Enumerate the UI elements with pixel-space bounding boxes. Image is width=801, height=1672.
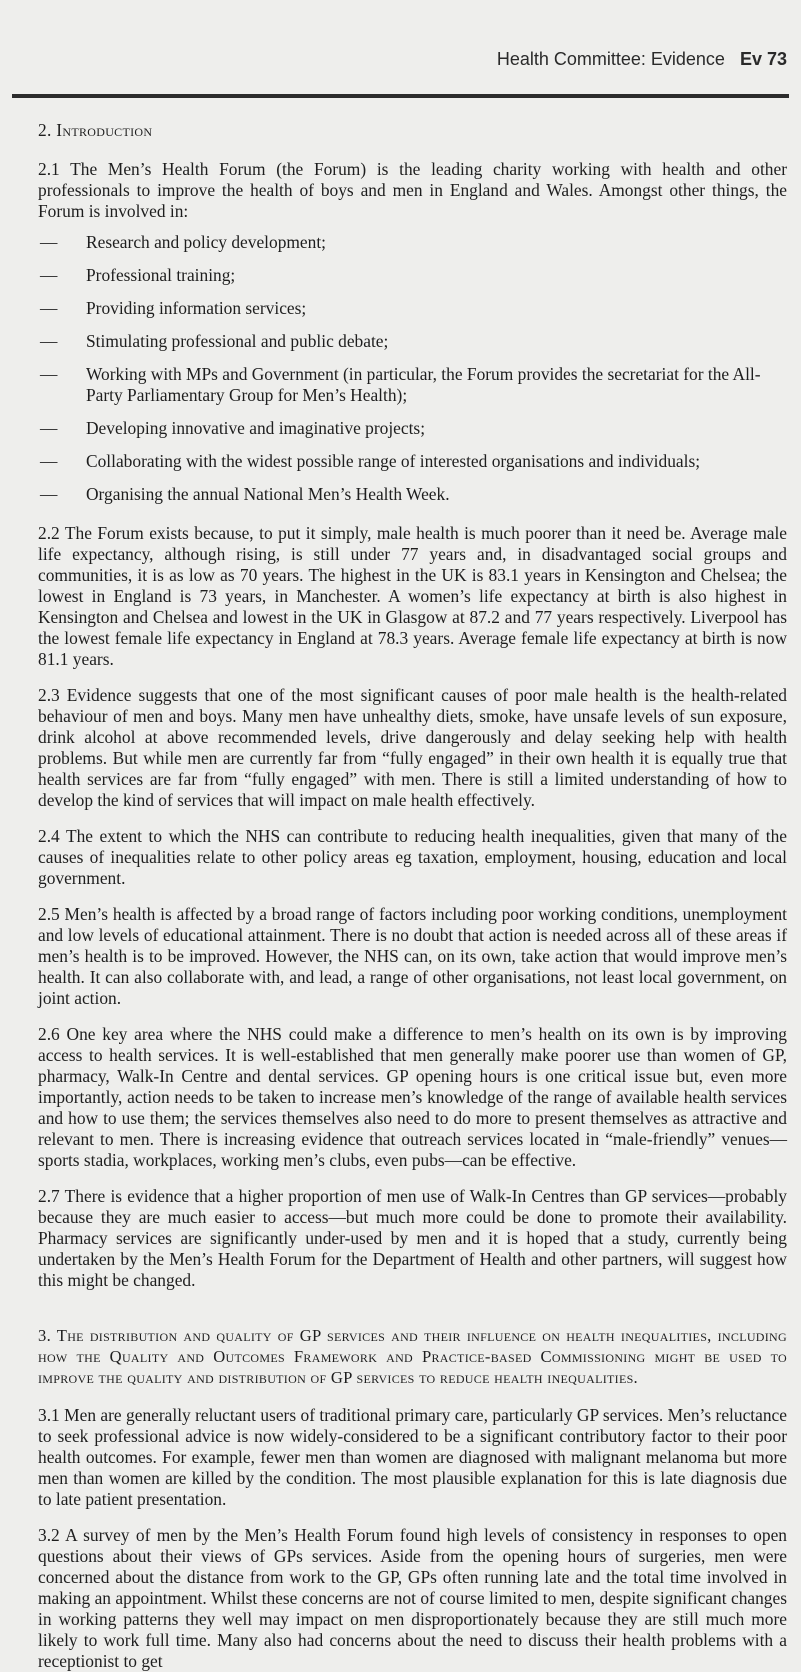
- page-body: [38, 120, 787, 1672]
- list-item-text: Collaborating with the widest possible range of interested organisations and individuals;: [86, 451, 701, 471]
- list-item: [38, 331, 787, 352]
- list-item-text: Professional training;: [86, 265, 236, 285]
- section-2-heading: 2. Introduction: [38, 120, 153, 140]
- header-rule: [12, 94, 789, 98]
- paragraph-2-3: 2.3 Evidence suggests that one of the most significant causes of poor male health is the health-related behaviour of men and boys. Many men have unhealthy diets, smoke, have unsafe levels of sun exposure, drink alcohol at above recommended levels, drive dangerously and delay seeking help with health problems. But while men are currently far from “fully engaged” in their own health it is equally true that health services are far from “fully engaged” with men. There is still a limited understanding of how to develop the kind of services that will impact on male health effectively.: [38, 685, 787, 810]
- paragraph-2-2: 2.2 The Forum exists because, to put it simply, male health is much poorer than it need be. Average male life expectancy, although rising, is still under 77 years and, in disadvantaged social groups and communities, it is as low as 70 years. The highest in the UK is 83.1 years in Kensington and Chelsea; the lowest in England is 73 years, in Manchester. A women’s life expectancy at birth is also highest in Kensington and Chelsea and lowest in the UK in Glasgow at 87.2 and 77 years respectively. Liverpool has the lowest female life expectancy in England at 78.3 years. Average female life expectancy at birth is now 81.1 years.: [38, 523, 787, 669]
- list-item: [38, 364, 787, 406]
- section-3-heading: 3. The distribution and quality of GP services and their influence on health inequalities, including how the Quality and Outcomes Framework and Practice-based Commissioning might be used to improve the quality and distribution of GP services to reduce health inequalities.: [38, 1326, 787, 1387]
- list-item: [38, 265, 787, 286]
- list-item-text: Working with MPs and Government (in particular, the Forum provides the secretariat for the All-Party Parliamentary Group for Men’s Health);: [86, 364, 761, 405]
- paragraph-3-2: 3.2 A survey of men by the Men’s Health Forum found high levels of consistency in responses to open questions about their views of GPs services. Aside from the opening hours of surgeries, men were concerned about the distance from work to the GP, GPs often running late and the total time involved in making an appointment. Whilst these concerns are not of course limited to men, despite significant changes in working patterns they well may impact on men disproportionately because they are still much more likely to work full time. Many also had concerns about the need to discuss their health problems with a receptionist to get: [38, 1525, 787, 1671]
- dash-marker: —: [40, 484, 58, 504]
- paragraph-3-1: 3.1 Men are generally reluctant users of traditional primary care, particularly GP services. Men’s reluctance to seek professional advice is now widely-considered to be a significant contributory factor to their poor health outcomes. For example, fewer men than women are diagnosed with malignant melanoma but more men than women are killed by the condition. The most plausible explanation for this is late diagnosis due to late patient presentation.: [38, 1405, 787, 1509]
- list-item-text: Providing information services;: [86, 298, 307, 318]
- forum-activities-list: [38, 232, 787, 505]
- page-number: Ev 73: [739, 49, 787, 69]
- dash-marker: —: [40, 364, 58, 384]
- list-item: [38, 418, 787, 439]
- paragraph-2-4: 2.4 The extent to which the NHS can contribute to reducing health inequalities, given that many of the causes of inequalities relate to other policy areas eg taxation, employment, housing, education and local government.: [38, 826, 787, 888]
- paragraph-2-7: 2.7 There is evidence that a higher proportion of men use of Walk-In Centres than GP services—probably because they are much easier to access—but much more could be done to promote their availability. Pharmacy services are significantly under-used by men and it is hoped that a study, currently being undertaken by the Men’s Health Forum for the Department of Health and other partners, will suggest how this might be changed.: [38, 1186, 787, 1290]
- dash-marker: —: [40, 418, 58, 438]
- paragraph-2-1: 2.1 The Men’s Health Forum (the Forum) is the leading charity working with health and other professionals to improve the health of boys and men in England and Wales. Amongst other things, the Forum is involved in:: [38, 159, 787, 221]
- list-item: [38, 298, 787, 319]
- list-item: [38, 484, 787, 505]
- paragraph-2-5: 2.5 Men’s health is affected by a broad range of factors including poor working conditions, unemployment and low levels of educational attainment. There is no doubt that action is needed across all of these areas if men’s health is to be improved. However, the NHS can, on its own, take action that would improve men’s health. It can also collaborate with, and lead, a range of other organisations, not least local government, on joint action.: [38, 904, 787, 1008]
- running-header-title: Health Committee: Evidence: [496, 49, 725, 69]
- dash-marker: —: [40, 331, 58, 351]
- dash-marker: —: [40, 232, 58, 252]
- list-item-text: Stimulating professional and public debate;: [86, 331, 389, 351]
- list-item-text: Organising the annual National Men’s Health Week.: [86, 484, 450, 504]
- list-item-text: Research and policy development;: [86, 232, 327, 252]
- dash-marker: —: [40, 265, 58, 285]
- running-header: [497, 49, 787, 70]
- paragraph-2-6: 2.6 One key area where the NHS could make a difference to men’s health on its own is by improving access to health services. It is well-established that men generally make poorer use than women of GP, pharmacy, Walk-In Centre and dental services. GP opening hours is one critical issue but, even more importantly, action needs to be taken to increase men’s knowledge of the range of available health services and how to use them; the services themselves also need to do more to present themselves as attractive and relevant to men. There is increasing evidence that outreach services located in “male-friendly” venues—sports stadia, workplaces, working men’s clubs, even pubs—can be effective.: [38, 1024, 787, 1170]
- list-item-text: Developing innovative and imaginative projects;: [86, 418, 426, 438]
- list-item: [38, 451, 787, 472]
- dash-marker: —: [40, 298, 58, 318]
- list-item: [38, 232, 787, 253]
- dash-marker: —: [40, 451, 58, 471]
